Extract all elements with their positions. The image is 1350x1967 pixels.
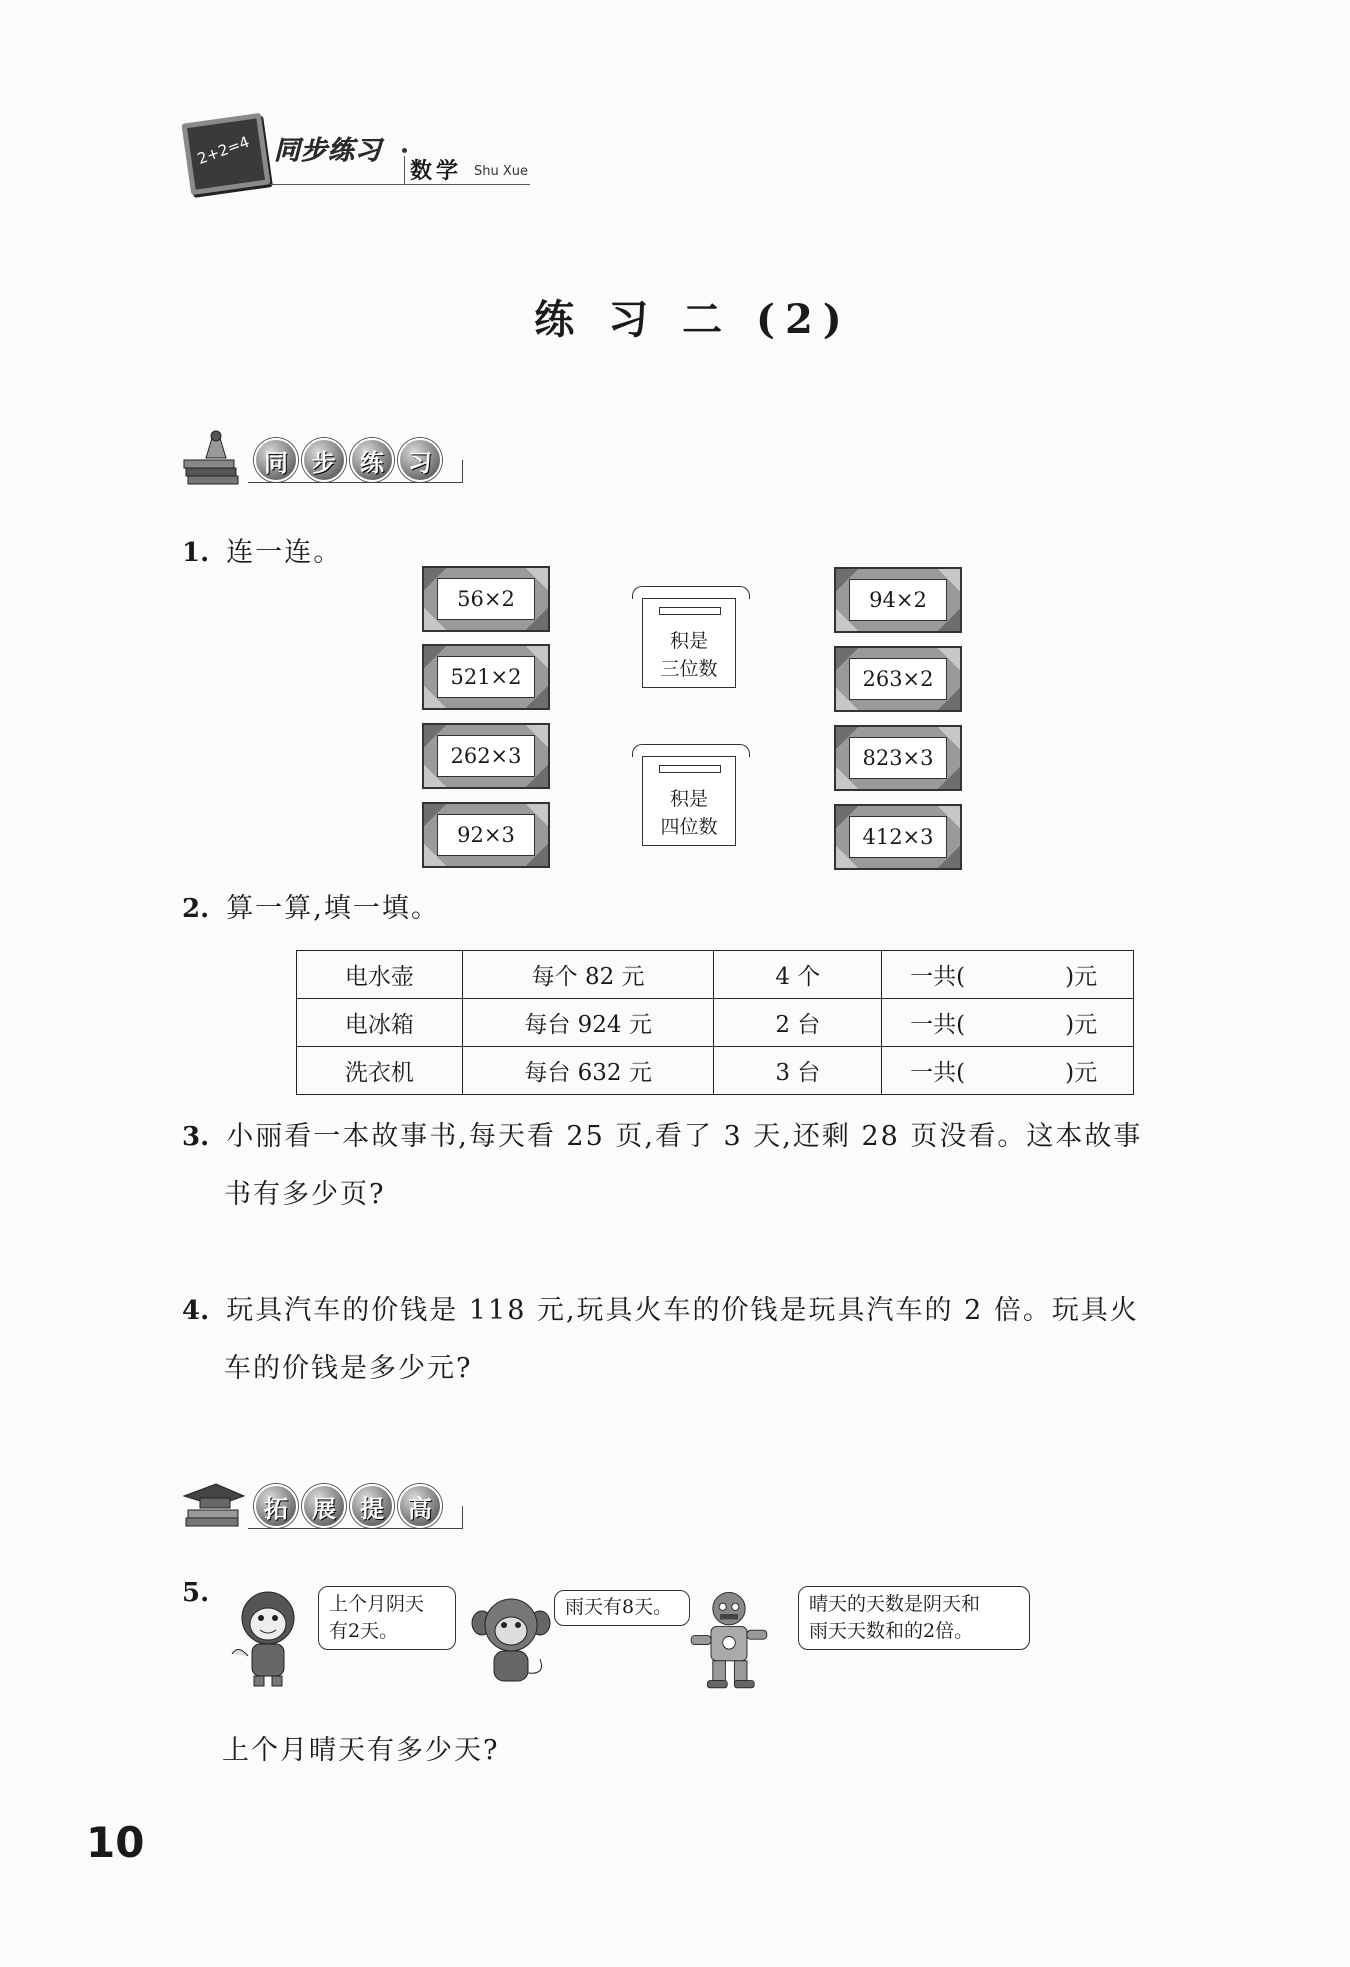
match-box-right-2[interactable]	[834, 646, 962, 712]
price-cell: 每台 924 元	[462, 999, 714, 1047]
expression: 56×2	[437, 578, 535, 620]
badge-underline-end	[462, 1506, 463, 1529]
total-prefix: 一共(	[910, 1012, 966, 1038]
mailbox-label-line: 三位数	[660, 658, 718, 680]
question-number: 2.	[182, 894, 210, 924]
mailbox-body	[642, 756, 736, 846]
question-1	[182, 524, 342, 582]
table-row	[297, 1047, 1134, 1095]
question-number: 4.	[182, 1296, 210, 1326]
mailbox-body	[642, 598, 736, 688]
section-badge-extend	[178, 1466, 478, 1546]
badge-underline	[248, 1528, 462, 1529]
lamp-books-icon	[182, 428, 246, 492]
expression: 94×2	[849, 579, 947, 621]
speech-bubble-rainy	[554, 1590, 690, 1626]
question-text-line2: 车的价钱是多少元?	[224, 1353, 473, 1384]
mailbox-label	[643, 785, 735, 841]
badge-title-sync	[254, 438, 442, 482]
question-3	[182, 1108, 1232, 1224]
total-suffix: )元	[1065, 964, 1098, 990]
expression: 521×2	[437, 656, 535, 698]
match-box-left-1[interactable]	[422, 566, 550, 632]
badge-char: 习	[398, 438, 442, 482]
match-box-left-4[interactable]	[422, 802, 550, 868]
match-box-left-3[interactable]	[422, 723, 550, 789]
item-cell: 洗衣机	[297, 1047, 463, 1095]
question-text-line2: 书有多少页?	[224, 1179, 386, 1210]
question-number: 3.	[182, 1122, 210, 1152]
question-4	[182, 1282, 1232, 1398]
table-row	[297, 999, 1134, 1047]
mailbox-slot	[659, 607, 721, 615]
qty-cell: 3 台	[714, 1047, 882, 1095]
expression: 92×3	[437, 814, 535, 856]
total-answer-cell[interactable]	[882, 951, 1134, 999]
question-number: 1.	[182, 538, 210, 568]
expression: 412×3	[849, 816, 947, 858]
qty-cell: 2 台	[714, 999, 882, 1047]
mailbox-label-line: 积是	[669, 788, 708, 810]
expression: 263×2	[849, 658, 947, 700]
badge-char: 提	[350, 1484, 394, 1528]
header-underline	[270, 184, 530, 185]
bubble-line: 雨天有8天。	[565, 1596, 673, 1618]
question-5-number	[182, 1578, 209, 1608]
speech-bubble-cloudy	[318, 1586, 456, 1650]
bubble-line: 有2天。	[329, 1620, 399, 1642]
match-box-right-4[interactable]	[834, 804, 962, 870]
badge-char: 同	[254, 438, 298, 482]
question-2	[182, 880, 440, 938]
price-table	[296, 950, 1134, 1095]
question-text-line1: 小丽看一本故事书,每天看 25 页,看了 3 天,还剩 28 页没看。这本故事	[226, 1121, 1143, 1152]
badge-char: 高	[398, 1484, 442, 1528]
monkey-icon	[466, 1588, 556, 1698]
mailbox-label-line: 积是	[669, 630, 708, 652]
header-title: 同步练习	[274, 136, 383, 166]
blackboard-text: 2+2=4	[195, 132, 252, 168]
expression: 262×3	[437, 735, 535, 777]
badge-char: 展	[302, 1484, 346, 1528]
header-divider	[404, 156, 405, 184]
badge-title-extend	[254, 1484, 442, 1528]
match-box-right-3[interactable]	[834, 725, 962, 791]
badge-char: 步	[302, 438, 346, 482]
item-cell: 电冰箱	[297, 999, 463, 1047]
item-cell: 电水壶	[297, 951, 463, 999]
monkey-with-banana-icon	[218, 1584, 308, 1694]
total-suffix: )元	[1065, 1060, 1098, 1086]
badge-char: 拓	[254, 1484, 298, 1528]
badge-char: 练	[350, 438, 394, 482]
badge-underline-end	[462, 460, 463, 483]
section-badge-sync	[178, 420, 478, 500]
header-dot	[402, 148, 407, 153]
price-cell: 每台 632 元	[462, 1047, 714, 1095]
bubble-line: 雨天天数和的2倍。	[809, 1620, 974, 1642]
page-number: 10	[86, 1818, 145, 1867]
mailbox-three-digit[interactable]	[632, 586, 748, 706]
header-logo	[178, 104, 538, 194]
mailbox-four-digit[interactable]	[632, 744, 748, 864]
mailbox-slot	[659, 765, 721, 773]
expression: 823×3	[849, 737, 947, 779]
badge-underline	[248, 482, 462, 483]
question-text: 算一算,填一填。	[226, 893, 440, 924]
bubble-line: 晴天的天数是阴天和	[809, 1593, 981, 1615]
blackboard-icon	[181, 113, 270, 195]
match-box-right-1[interactable]	[834, 567, 962, 633]
total-prefix: 一共(	[910, 1060, 966, 1086]
bubble-line: 上个月阴天	[329, 1593, 425, 1615]
speech-bubble-sunny	[798, 1586, 1030, 1650]
price-cell: 每个 82 元	[462, 951, 714, 999]
mailbox-label-line: 四位数	[660, 816, 718, 838]
total-suffix: )元	[1065, 1012, 1098, 1038]
question-number: 5.	[182, 1578, 210, 1608]
question-5-text: 上个月晴天有多少天?	[222, 1735, 500, 1766]
graduation-cap-icon	[182, 1474, 246, 1538]
header-subject: 数学	[410, 159, 463, 184]
mailbox-label	[643, 627, 735, 683]
match-box-left-2[interactable]	[422, 644, 550, 710]
question-text-line1: 玩具汽车的价钱是 118 元,玩具火车的价钱是玩具汽车的 2 倍。玩具火	[226, 1295, 1139, 1326]
total-answer-cell[interactable]	[882, 999, 1134, 1047]
page-title: 练 习 二 (2)	[534, 296, 852, 343]
robot-icon	[684, 1586, 774, 1696]
total-prefix: 一共(	[910, 964, 966, 990]
total-answer-cell[interactable]	[882, 1047, 1134, 1095]
header-pinyin: Shu Xue	[474, 164, 529, 179]
question-text: 连一连。	[226, 537, 343, 568]
table-row	[297, 951, 1134, 999]
qty-cell: 4 个	[714, 951, 882, 999]
